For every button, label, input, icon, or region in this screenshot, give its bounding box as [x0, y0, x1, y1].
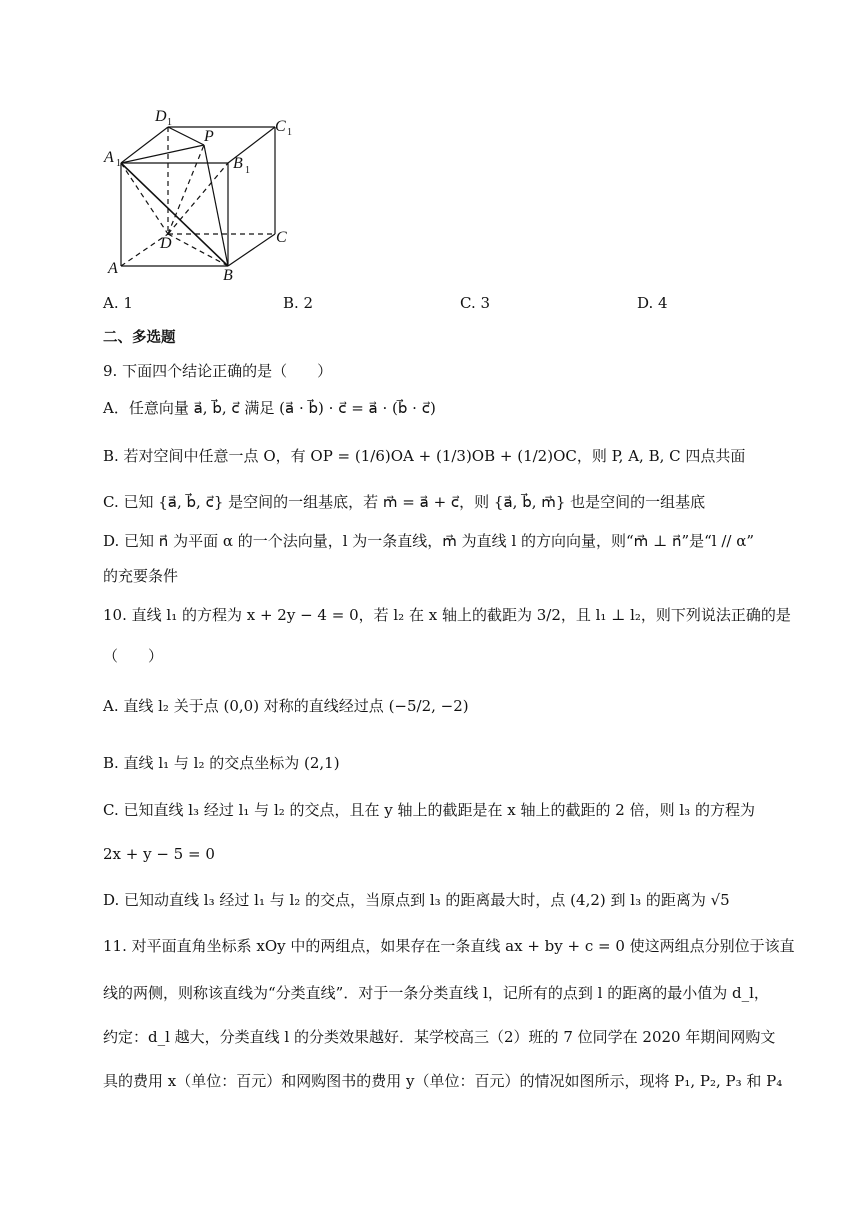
label-D: D — [160, 235, 172, 252]
q9-option-b: B. 若对空间中任意一点 O，有 OP = (1/6)OA + (1/3)OB + (1/2)OC，则 P, A, B, C 四点共面 — [103, 447, 746, 465]
label-A: A — [108, 260, 118, 277]
choice-A: A. 1 — [103, 294, 133, 312]
cube-figure — [100, 100, 310, 290]
q11-line3: 约定：d_l 越大，分类直线 l 的分类效果越好．某学校高三（2）班的 7 位同学在 2020 年期间网购文 — [103, 1028, 776, 1046]
label-P: P — [204, 128, 214, 145]
label-A1: A — [104, 149, 114, 166]
q10-option-d: D. 已知动直线 l₃ 经过 l₁ 与 l₂ 的交点，当原点到 l₃ 的距离最大时，点 (4,2) 到 l₃ 的距离为 √5 — [103, 891, 730, 909]
q10-stem-line2: （ ） — [103, 647, 164, 665]
q9-option-d-line2: 的充要条件 — [103, 567, 179, 585]
label-B: B — [223, 267, 233, 284]
q10-option-b: B. 直线 l₁ 与 l₂ 的交点坐标为 (2,1) — [103, 754, 340, 772]
q10-option-c-line1: C. 已知直线 l₃ 经过 l₁ 与 l₂ 的交点，且在 y 轴上的截距是在 x 轴上的截距的 2 倍，则 l₃ 的方程为 — [103, 801, 755, 819]
label-B1: B — [233, 155, 243, 172]
q9-option-d-line1: D. 已知 n⃗ 为平面 α 的一个法向量，l 为一条直线，m⃗ 为直线 l 的方向向量，则“m⃗ ⊥ n⃗”是“l // α” — [103, 532, 755, 550]
svg-text:1: 1 — [167, 117, 172, 128]
q10-option-a: A. 直线 l₂ 关于点 (0,0) 对称的直线经过点 (−5/2, −2) — [103, 697, 469, 715]
svg-text:1: 1 — [245, 165, 250, 176]
q11-line2: 线的两侧，则称该直线为“分类直线”．对于一条分类直线 l，记所有的点到 l 的距离的最小值为 d_l， — [103, 984, 769, 1002]
q11-line4: 具的费用 x（单位：百元）和网购图书的费用 y（单位：百元）的情况如图所示，现将 P₁, P₂, P₃ 和 P₄ — [103, 1072, 783, 1090]
q10-option-c-line2: 2x + y − 5 = 0 — [103, 845, 215, 863]
q11-line1: 11. 对平面直角坐标系 xOy 中的两组点，如果存在一条直线 ax + by + c = 0 使这两组点分别位于该直 — [103, 937, 795, 955]
section-heading: 二、多选题 — [103, 330, 176, 346]
choice-B: B. 2 — [283, 294, 314, 312]
q9-option-a: A．任意向量 a⃗, b⃗, c⃗ 满足 (a⃗ · b⃗) · c⃗ = a⃗ · (b⃗ · c⃗) — [103, 399, 436, 417]
label-D1: D — [155, 108, 167, 125]
label-C: C — [276, 229, 287, 246]
choice-D: D. 4 — [637, 294, 668, 312]
q9-option-c: C. 已知 {a⃗, b⃗, c⃗} 是空间的一组基底，若 m⃗ = a⃗ + c⃗，则 {a⃗, b⃗, m⃗} 也是空间的一组基底 — [103, 493, 706, 511]
svg-text:1: 1 — [116, 158, 121, 169]
choice-C: C. 3 — [460, 294, 491, 312]
q10-stem-line1: 10. 直线 l₁ 的方程为 x + 2y − 4 = 0，若 l₂ 在 x 轴上的截距为 3/2，且 l₁ ⊥ l₂，则下列说法正确的是 — [103, 606, 791, 624]
svg-text:1: 1 — [287, 127, 292, 138]
q9-stem: 9. 下面四个结论正确的是（ ） — [103, 362, 333, 380]
label-C1: C — [275, 118, 286, 135]
